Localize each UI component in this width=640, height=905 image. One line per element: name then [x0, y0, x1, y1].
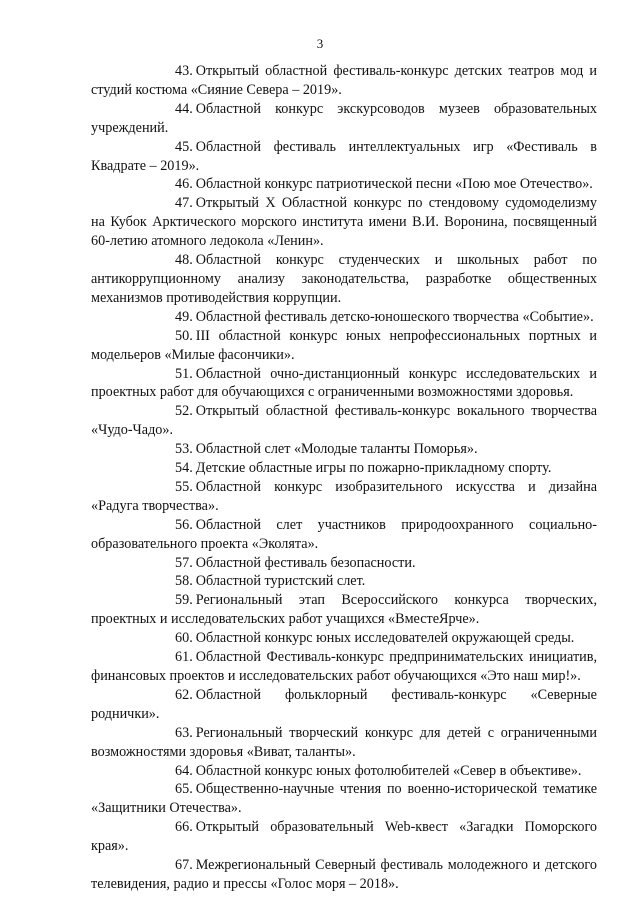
item-text: Открытый образовательный Web-квест «Загадки Поморского края». [91, 819, 597, 855]
list-item [91, 516, 597, 554]
item-number: 54. [175, 460, 193, 477]
item-text: Областной Фестиваль-конкурс предпринимательских инициатив, финансовых проектов и исследовательских работ обучающихся «Это наш мир!». [91, 649, 597, 684]
item-text: Областной конкурс студенческих и школьных работ по антикоррупционному анализу законодательства, разработке общественных механизмов противодействия коррупции. [91, 252, 597, 306]
list-item [91, 724, 597, 762]
item-text: Общественно-научные чтения по военно-исторической тематике «Защитники Отечества». [91, 781, 597, 817]
item-number: 57. [175, 554, 193, 571]
list-item [91, 818, 597, 856]
item-number: 44. [175, 100, 193, 117]
list-item [91, 572, 597, 591]
item-number: 63. [175, 724, 193, 741]
item-number: 48. [175, 252, 193, 269]
item-text: Областной конкурс экскурсоводов музеев образовательных учреждений. [91, 100, 597, 136]
list-item [91, 686, 597, 724]
list-item [91, 478, 597, 516]
item-text: Областной конкурс патриотической песни «Пою мое Отечество». [195, 176, 593, 193]
item-text: Открытый областной фестиваль-конкурс вокального творчества «Чудо-Чадо». [91, 403, 597, 439]
item-number: 50. [175, 327, 193, 344]
item-number: 47. [175, 195, 193, 212]
list-item [91, 251, 597, 308]
list-item [91, 327, 597, 365]
item-number: 61. [175, 649, 193, 666]
item-text: Областной слет участников природоохранного социально-образовательного проекта «Эколята». [91, 516, 597, 552]
item-number: 62. [175, 686, 193, 703]
item-number: 43. [175, 63, 193, 79]
item-text: Областной конкурс юных фотолюбителей «Север в объективе». [195, 762, 582, 779]
item-text: Региональный этап Всероссийского конкурса творческих, проектных и исследовательских работ учащихся «ВместеЯрче». [91, 592, 597, 628]
item-text: Областной слет «Молодые таланты Поморья». [195, 441, 478, 458]
list-item [91, 780, 597, 818]
item-number: 46. [175, 176, 193, 193]
list-item [91, 648, 597, 686]
item-text: Детские областные игры по пожарно-прикладному спорту. [195, 460, 552, 477]
item-number: 51. [175, 365, 193, 382]
item-number: 55. [175, 478, 193, 495]
item-number: 64. [175, 762, 193, 779]
item-text: Областной фестиваль детско-юношеского творчества «Событие». [195, 308, 594, 325]
document-body [91, 62, 597, 894]
item-number: 56. [175, 516, 193, 533]
item-number: 65. [175, 781, 193, 798]
list-item [91, 629, 597, 648]
item-text: Межрегиональный Северный фестиваль молодежного и детского телевидения, радио и прессы «Голос моря – 2018». [91, 857, 597, 892]
item-number: 49. [175, 308, 193, 325]
list-item [91, 762, 597, 781]
item-text: Областной конкурс юных исследователей окружающей среды. [195, 630, 575, 647]
item-text: Открытый X Областной конкурс по стендовому судомоделизму на Кубок Арктического морского института имени В.И. Воронина, посвященный 60-летию атомного ледокола «Ленин». [91, 195, 597, 250]
item-number: 58. [175, 573, 193, 590]
item-number: 66. [175, 819, 193, 836]
item-number: 52. [175, 403, 193, 420]
item-text: Областной фольклорный фестиваль-конкурс «Северные роднички». [91, 686, 597, 722]
item-text: Областной конкурс изобразительного искусства и дизайна «Радуга творчества». [91, 478, 597, 514]
list-item [91, 459, 597, 478]
list-item [91, 440, 597, 459]
item-number: 59. [175, 592, 193, 609]
item-text: Открытый областной фестиваль-конкурс детских театров мод и студий костюма «Сияние Севера – 2019». [91, 63, 597, 98]
list-item [91, 138, 597, 176]
list-item [91, 856, 597, 894]
item-text: III областной конкурс юных непрофессиональных портных и модельеров «Милые фасончики». [91, 327, 597, 363]
list-item [91, 365, 597, 403]
list-item [91, 175, 597, 194]
item-text: Областной очно-дистанционный конкурс исследовательских и проектных работ для обучающихся с ограниченными возможностями здоровья. [91, 365, 597, 401]
item-text: Областной туристский слет. [195, 573, 366, 590]
item-number: 45. [175, 138, 193, 155]
item-text: Областной фестиваль безопасности. [195, 554, 416, 571]
item-text: Региональный творческий конкурс для детей с ограниченными возможностями здоровья «Виват, таланты». [91, 724, 597, 760]
item-number: 60. [175, 630, 193, 647]
item-number: 53. [175, 441, 193, 458]
list-item [91, 554, 597, 573]
list-item [91, 402, 597, 440]
item-text: Областной фестиваль интеллектуальных игр «Фестиваль в Квадрате – 2019». [91, 138, 597, 174]
list-item [91, 591, 597, 629]
list-item [91, 308, 597, 327]
item-number: 67. [175, 857, 193, 874]
list-item [91, 62, 597, 100]
list-item [91, 194, 597, 251]
page-number: 3 [316, 36, 324, 51]
list-item [91, 100, 597, 138]
